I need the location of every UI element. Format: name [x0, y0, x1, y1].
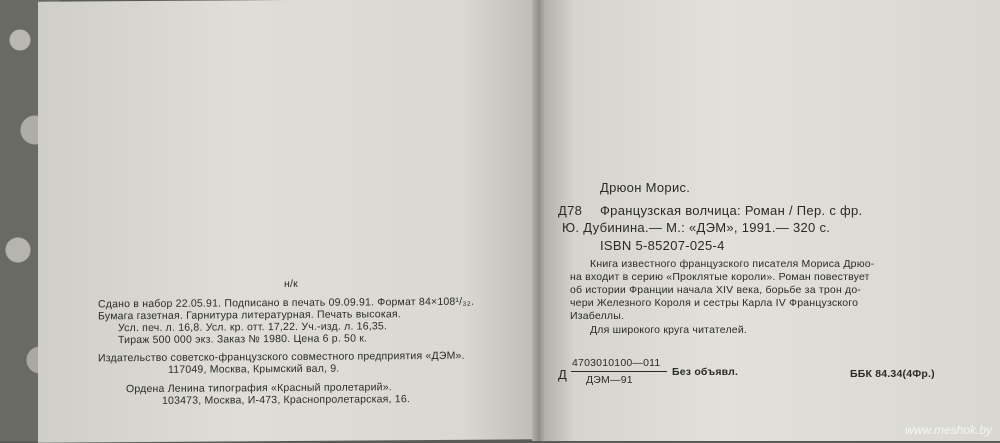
book-spine: [532, 0, 546, 441]
annotation-line: чери Железного Короля и сестры Карла IV Французского: [570, 297, 859, 309]
isbn: ISBN 5-85207-025-4: [600, 238, 725, 253]
author: Дрюон Морис.: [600, 180, 691, 195]
audience-note: Для широкого круга читателей.: [590, 324, 748, 336]
publisher-line: 117049, Москва, Крымский вал, 9.: [168, 362, 340, 376]
catalog-code: Д78: [558, 203, 583, 218]
imprint-line: Бумага газетная. Гарнитура литературная. Печать высокая.: [98, 308, 401, 323]
formula-denominator: ДЭМ—91: [586, 374, 633, 386]
right-page: [538, 0, 1000, 441]
fraction-bar: [571, 371, 667, 372]
imprint-line: Тираж 500 000 экз. Заказ № 1980. Цена 6 р. 50 к.: [118, 332, 368, 347]
formula-prefix: Д: [558, 367, 568, 382]
title-line: Ю. Дубинина.— М.: «ДЭМ», 1991.— 320 с.: [562, 220, 831, 235]
bbk-code: ББК 84.34(4Фр.): [850, 368, 935, 380]
price-note: Без объявл.: [672, 366, 739, 378]
printer-line: 103473, Москва, И-473, Краснопролетарская, 16.: [162, 393, 410, 407]
mark: н/к: [284, 277, 298, 291]
watermark: www.meshok.by: [905, 423, 992, 437]
imprint-line: Усл. печ. л. 16,8. Усл. кр. отт. 17,22. Уч.-изд. л. 16,35.: [118, 320, 388, 335]
printer-line: Ордена Ленина типография «Красный пролетарий».: [126, 381, 392, 396]
imprint-line: Сдано в набор 22.05.91. Подписано в печать 09.09.91. Формат 84×108¹/₃₂.: [98, 295, 475, 311]
annotation-line: об истории Франции начала XIV века, борьбе за трон до-: [570, 284, 862, 296]
formula-numerator: 4703010100—011: [572, 357, 661, 369]
left-page: [38, 0, 538, 443]
annotation-line: Изабеллы.: [570, 310, 625, 322]
annotation-line: Книга известного французского писателя Мориса Дрюо-: [590, 258, 875, 270]
publisher-line: Издательство советско-французского совместного предприятия «ДЭМ».: [98, 349, 465, 365]
title-line: Французская волчица: Роман / Пер. с фр.: [600, 203, 863, 218]
annotation-line: на входит в серию «Проклятые короли». Роман повествует: [570, 271, 870, 283]
